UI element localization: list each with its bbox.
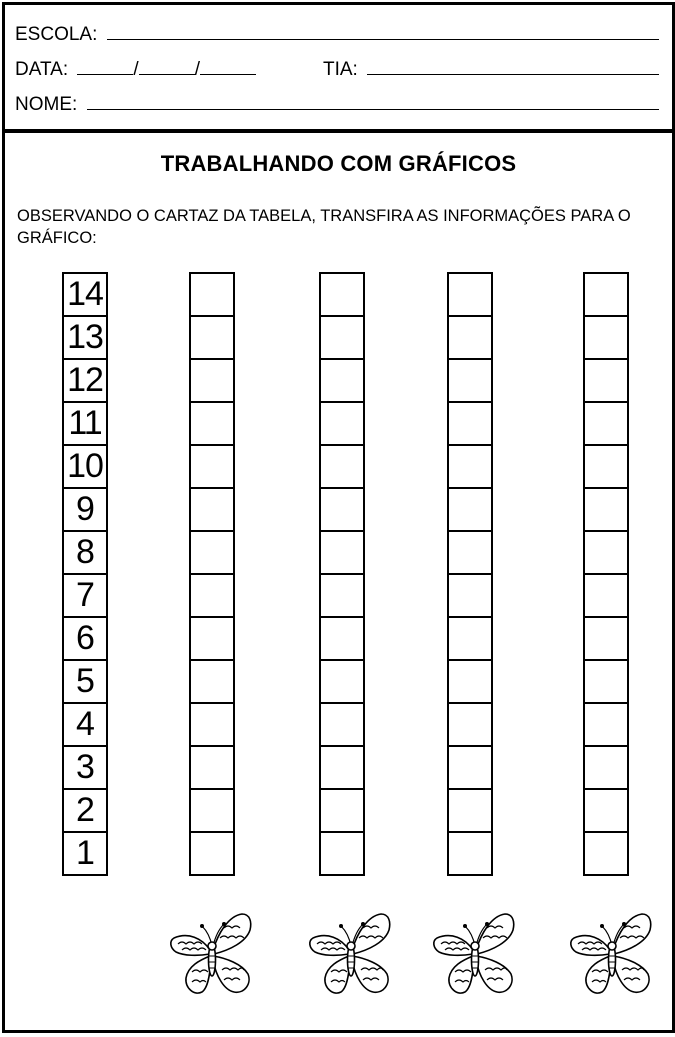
y-tick-label: 4 — [62, 702, 108, 747]
butterfly-icon — [305, 908, 395, 1000]
bar-cell[interactable] — [319, 358, 365, 403]
bar-cell[interactable] — [189, 616, 235, 661]
y-tick-label: 8 — [62, 530, 108, 575]
bar-cell[interactable] — [447, 530, 493, 575]
bar-cell[interactable] — [189, 702, 235, 747]
bar-cell[interactable] — [583, 831, 629, 876]
bar-cell[interactable] — [447, 487, 493, 532]
butterfly-icon — [566, 908, 656, 1000]
bar-cell[interactable] — [447, 315, 493, 360]
bar-column-4 — [583, 272, 629, 876]
bar-cell[interactable] — [583, 702, 629, 747]
bar-cell[interactable] — [319, 616, 365, 661]
bar-cell[interactable] — [447, 444, 493, 489]
bar-cell[interactable] — [189, 530, 235, 575]
y-axis-column — [62, 272, 108, 876]
month-field[interactable] — [139, 56, 195, 75]
header-box — [5, 5, 672, 133]
bar-cell[interactable] — [319, 831, 365, 876]
tia-label: TIA: — [323, 59, 358, 80]
bar-cell[interactable] — [583, 745, 629, 790]
page-title: TRABALHANDO COM GRÁFICOS — [160, 151, 517, 176]
bar-cell[interactable] — [447, 358, 493, 403]
nome-row — [15, 91, 659, 116]
bar-cell[interactable] — [319, 573, 365, 618]
bar-cell[interactable] — [189, 659, 235, 704]
bar-cell[interactable] — [319, 788, 365, 833]
bar-cell[interactable] — [447, 401, 493, 446]
bar-cell[interactable] — [447, 573, 493, 618]
bar-cell[interactable] — [447, 831, 493, 876]
bar-cell[interactable] — [189, 401, 235, 446]
escola-field[interactable] — [107, 21, 659, 40]
bar-cell[interactable] — [319, 659, 365, 704]
bar-cell[interactable] — [189, 573, 235, 618]
y-tick-label: 5 — [62, 659, 108, 704]
bar-cell[interactable] — [447, 272, 493, 317]
bar-cell[interactable] — [189, 788, 235, 833]
bar-cell[interactable] — [319, 530, 365, 575]
bar-cell[interactable] — [319, 444, 365, 489]
worksheet — [2, 2, 675, 1033]
nome-label: NOME: — [15, 94, 78, 115]
bar-cell[interactable] — [583, 272, 629, 317]
bar-cell[interactable] — [189, 444, 235, 489]
date-separator: / — [194, 59, 200, 80]
y-tick-label: 14 — [62, 272, 108, 317]
bar-cell[interactable] — [447, 616, 493, 661]
tia-field[interactable] — [367, 56, 659, 75]
bar-cell[interactable] — [319, 315, 365, 360]
instructions: OBSERVANDO O CARTAZ DA TABELA, TRANSFIRA AS INFORMAÇÕES PARA O GRÁFICO: — [17, 207, 631, 247]
bar-column-2 — [319, 272, 365, 876]
y-tick-label: 11 — [62, 401, 108, 446]
bar-cell[interactable] — [189, 358, 235, 403]
year-field[interactable] — [200, 56, 256, 75]
tia-row — [323, 56, 659, 81]
bar-cell[interactable] — [189, 315, 235, 360]
y-tick-label: 3 — [62, 745, 108, 790]
bar-cell[interactable] — [447, 745, 493, 790]
bar-cell[interactable] — [583, 358, 629, 403]
bar-cell[interactable] — [447, 659, 493, 704]
bar-cell[interactable] — [319, 745, 365, 790]
y-tick-label: 1 — [62, 831, 108, 876]
y-tick-label: 2 — [62, 788, 108, 833]
bar-cell[interactable] — [583, 315, 629, 360]
bar-cell[interactable] — [583, 788, 629, 833]
bar-cell[interactable] — [319, 702, 365, 747]
bar-cell[interactable] — [189, 272, 235, 317]
bar-cell[interactable] — [583, 573, 629, 618]
bar-cell[interactable] — [583, 487, 629, 532]
bar-column-1 — [189, 272, 235, 876]
y-tick-label: 9 — [62, 487, 108, 532]
bar-cell[interactable] — [189, 487, 235, 532]
y-tick-label: 7 — [62, 573, 108, 618]
nome-field[interactable] — [87, 91, 659, 110]
bar-cell[interactable] — [583, 444, 629, 489]
bar-cell[interactable] — [189, 831, 235, 876]
butterfly-icon — [429, 908, 519, 1000]
bar-cell[interactable] — [583, 659, 629, 704]
y-tick-label: 12 — [62, 358, 108, 403]
bar-cell[interactable] — [583, 530, 629, 575]
bar-cell[interactable] — [447, 702, 493, 747]
data-label: DATA: — [15, 59, 69, 80]
bar-cell[interactable] — [319, 487, 365, 532]
date-separator: / — [133, 59, 139, 80]
bar-cell[interactable] — [583, 616, 629, 661]
day-field[interactable] — [77, 56, 133, 75]
escola-row — [15, 21, 659, 46]
butterfly-icon — [166, 908, 256, 1000]
bar-cell[interactable] — [189, 745, 235, 790]
data-row — [15, 56, 256, 81]
y-tick-label: 13 — [62, 315, 108, 360]
bar-cell[interactable] — [447, 788, 493, 833]
bar-cell[interactable] — [583, 401, 629, 446]
escola-label: ESCOLA: — [15, 24, 98, 45]
y-tick-label: 6 — [62, 616, 108, 661]
bar-cell[interactable] — [319, 272, 365, 317]
bar-cell[interactable] — [319, 401, 365, 446]
y-tick-label: 10 — [62, 444, 108, 489]
bar-column-3 — [447, 272, 493, 876]
